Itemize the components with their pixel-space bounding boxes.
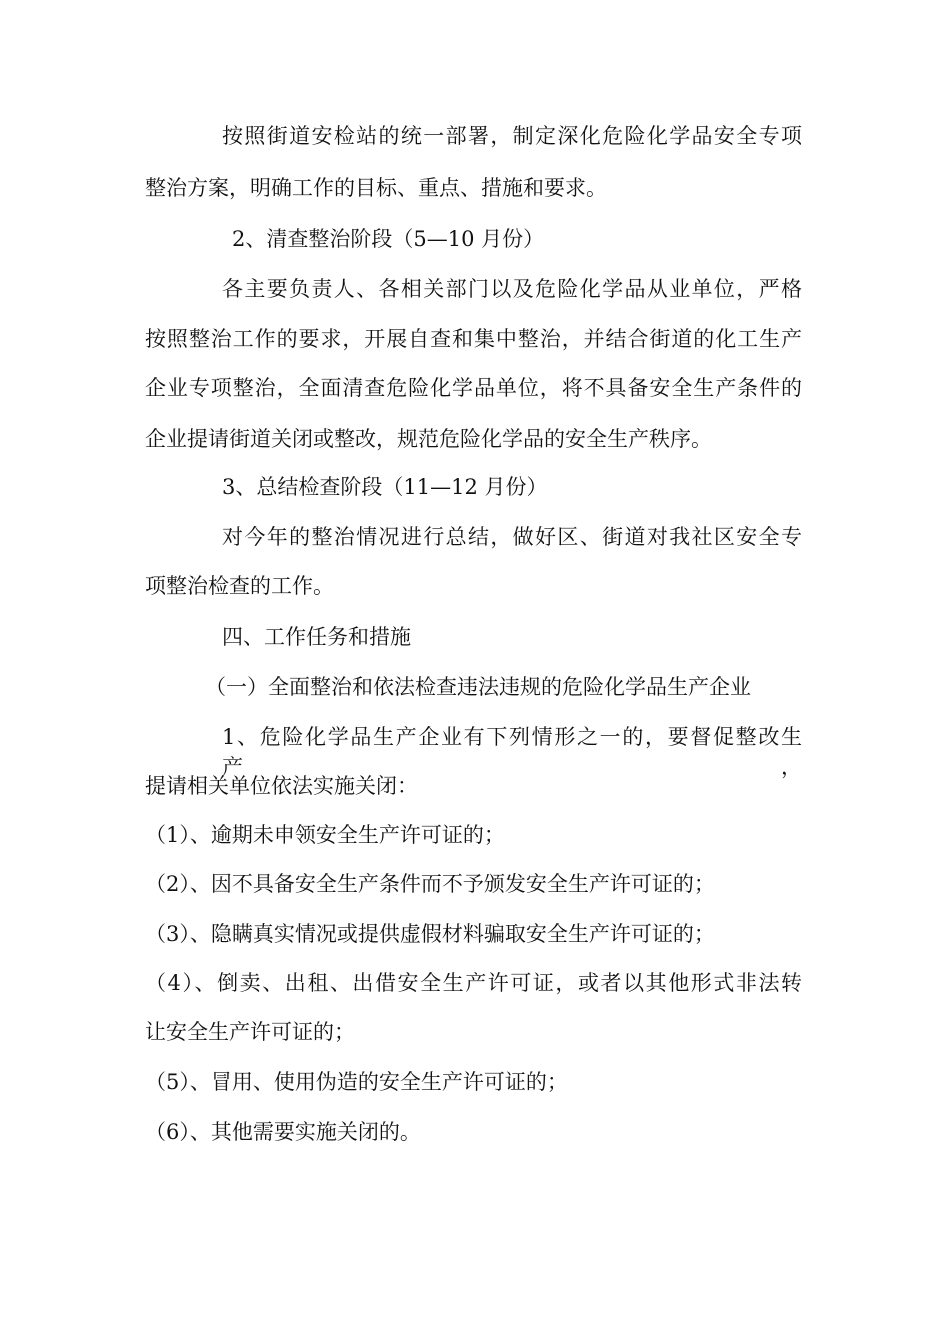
body-line-6: 企业专项整治，全面清查危险化学品单位，将不具备安全生产条件的 — [145, 376, 802, 400]
list-item-5: （5）、冒用、使用伪造的安全生产许可证的； — [145, 1070, 568, 1094]
list-item-4: （4）、倒卖、出租、出借安全生产许可证，或者以其他形式非法转 — [145, 971, 802, 995]
body-line-4: 各主要负责人、各相关部门以及危险化学品从业单位，严格 — [222, 277, 802, 301]
section-heading-3: 3、总结检查阶段（11—12 月份） — [222, 475, 548, 499]
list-item-1: （1）、逾期未申领安全生产许可证的； — [145, 823, 505, 847]
list-item-4-continued: 让安全生产许可证的； — [145, 1020, 355, 1044]
body-line-9: 对今年的整治情况进行总结，做好区、街道对我社区安全专 — [222, 525, 802, 549]
list-item-3: （3）、隐瞒真实情况或提供虚假材料骗取安全生产许可证的； — [145, 922, 715, 946]
list-item-2: （2）、因不具备安全生产条件而不予颁发安全生产许可证的； — [145, 872, 715, 896]
chapter-heading-4: 四、工作任务和措施 — [222, 625, 411, 649]
subsection-heading-1: （一）全面整治和依法检查违法违规的危险化学品生产企业 — [205, 675, 751, 699]
body-line-7: 企业提请街道关闭或整改，规范危险化学品的安全生产秩序。 — [145, 427, 712, 451]
list-item-6: （6）、其他需要实施关闭的。 — [145, 1120, 421, 1144]
body-line-13: 1、危险化学品生产企业有下列情形之一的，要督促整改生产， — [222, 725, 802, 779]
body-line-10: 项整治检查的工作。 — [145, 574, 334, 598]
body-line-5: 按照整治工作的要求，开展自查和集中整治，并结合街道的化工生产 — [145, 327, 802, 351]
body-line-14: 提请相关单位依法实施关闭： — [145, 774, 418, 798]
body-line-2: 整治方案，明确工作的目标、重点、措施和要求。 — [145, 176, 607, 200]
body-line-1: 按照街道安检站的统一部署，制定深化危险化学品安全专项 — [222, 124, 802, 148]
section-heading-2: 2、清查整治阶段（5—10 月份） — [232, 227, 545, 251]
